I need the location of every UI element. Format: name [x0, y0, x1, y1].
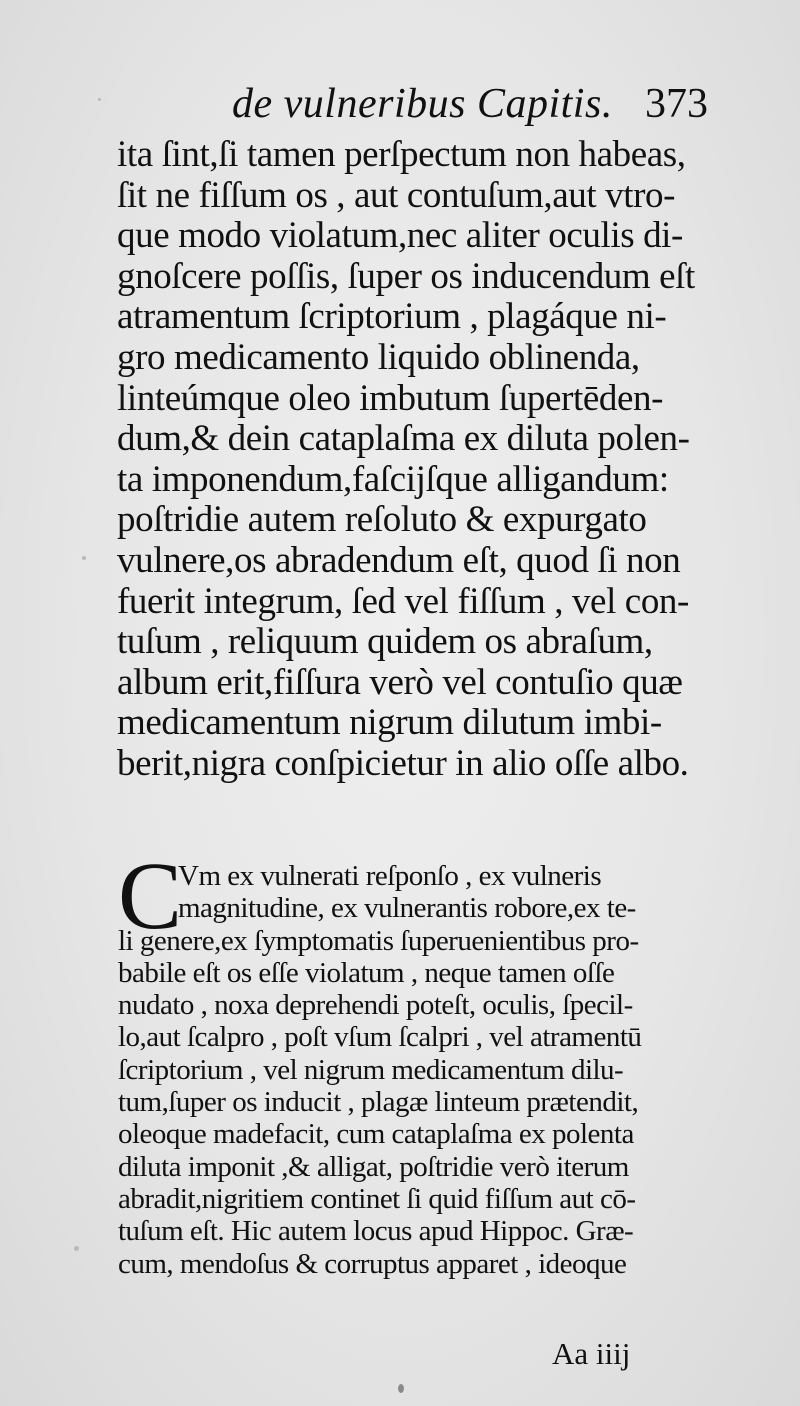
text-line: babile eſt os eſſe violatum , neque tamen oſſe	[118, 956, 615, 989]
text-line: gro medicamento liquido oblinenda,	[117, 336, 640, 378]
text-line: li genere,ex ſymptomatis ſuperuenientibus pro-	[118, 924, 639, 957]
text-line: ſcriptorium , vel nigrum medicamentum dilu-	[118, 1053, 624, 1086]
text-line: oleoque madefacit, cum cataplaſma ex polenta	[118, 1118, 634, 1151]
text-line: ſit ne fiſſum os , aut contuſum,aut vtro-	[117, 174, 676, 216]
text-line: berit,nigra conſpicietur in alio oſſe albo.	[117, 742, 689, 784]
text-line: abradit,nigritiem continet ſi quid fiſſum aut cō-	[118, 1182, 636, 1215]
text-line: vulnere,os abradendum eſt, quod ſi non	[117, 539, 681, 581]
text-line: que modo violatum,nec aliter oculis di-	[117, 215, 683, 257]
text-line: poſtridie autem reſoluto & expurgato	[117, 499, 647, 541]
paragraph-continued	[117, 135, 757, 785]
paper-speck	[398, 1384, 404, 1393]
text-line: ita ſint,ſi tamen perſpectum non habeas,	[117, 134, 686, 175]
text-line: album erit,fiſſura verò vel contuſio quæ	[117, 661, 683, 703]
text-line: medicamentum nigrum dilutum imbi-	[117, 702, 662, 744]
text-line: gnoſcere poſſis, ſuper os inducendum eſt	[117, 255, 695, 297]
text-line: tuſum eſt. Hic autem locus apud Hippoc. Græ-	[118, 1215, 634, 1248]
drop-cap: C	[118, 842, 183, 949]
running-head: de vulneribus Capitis.	[232, 81, 613, 127]
text-line: diluta imponit ,& alligat, poſtridie verò iterum	[118, 1150, 629, 1183]
page-header	[0, 74, 800, 134]
page-number: 373	[645, 81, 708, 127]
text-line: lo,aut ſcalpro , poſt vſum ſcalpri , vel atramentū	[118, 1021, 642, 1054]
text-line: cum, mendoſus & corruptus apparet , ideoque	[118, 1247, 627, 1280]
text-line: atramentum ſcriptorium , plagáque ni-	[117, 296, 667, 338]
text-line: fuerit integrum, ſed vel fiſſum , vel con-	[117, 580, 689, 622]
text-line: dum,& dein cataplaſma ex diluta polen-	[117, 418, 690, 460]
text-line: ta imponendum,faſcijſque alligandum:	[117, 458, 669, 500]
paper-speck	[74, 1246, 79, 1251]
text-line: magnitudine, ex vulnerantis robore,ex te-	[178, 892, 636, 925]
signature-mark: Aa iiij	[552, 1336, 631, 1371]
commentary-paragraph	[118, 860, 778, 1280]
text-line: tuſum , reliquum quidem os abraſum,	[117, 621, 653, 663]
text-line: linteúmque oleo imbutum ſupertēden-	[117, 377, 664, 419]
text-line: nudato , noxa deprehendi poteſt, oculis, ſpecil-	[118, 989, 633, 1022]
text-line: Vm ex vulnerati reſponſo , ex vulneris	[178, 860, 602, 892]
text-line: tum,ſuper os inducit , plagæ linteum prætendit,	[118, 1086, 639, 1119]
paper-speck	[82, 556, 86, 560]
